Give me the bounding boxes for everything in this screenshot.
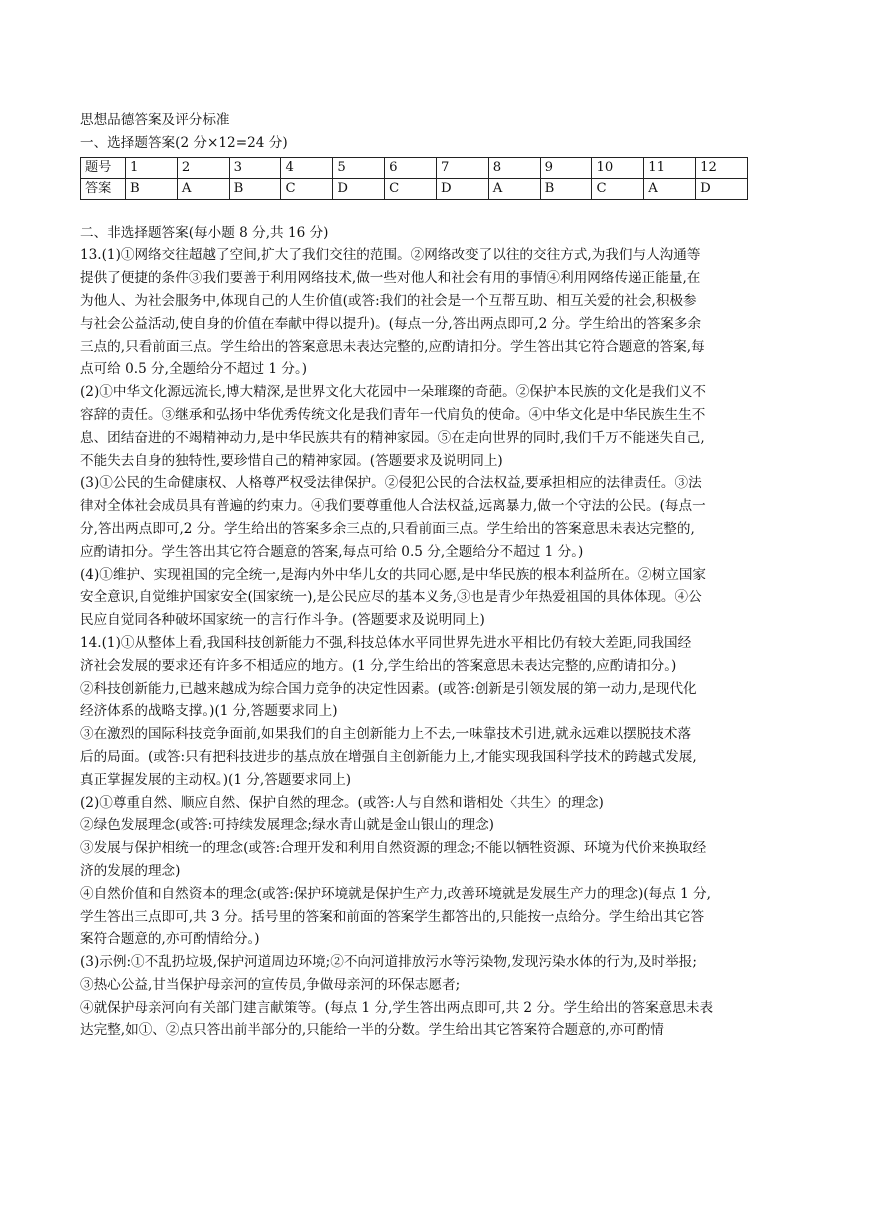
table-row-label: 答案 [81,178,126,199]
table-cell: C [281,178,333,199]
text-line: 后的局面。(或答:只有把科技进步的基点放在增强自主创新能力上,才能实现我国科学技术的跨越式发展, [80,748,697,765]
text-line: ③在激烈的国际科技竞争面前,如果我们的自主创新能力上不去,一味靠技术引进,就永远难以摆脱技术落 [80,726,692,743]
text-line: 律对全体社会成员具有普遍的约束力。④我们要尊重他人合法权益,远离暴力,做一个守法的公民。(每点一 [80,498,706,515]
table-cell: B [126,178,178,199]
table-cell: C [385,178,437,199]
table-cell: 11 [644,157,696,178]
table-cell: 3 [229,157,281,178]
text-line: 经济体系的战略支撑。)(1 分,答题要求同上) [80,703,338,720]
text-line: 点可给 0.5 分,全题给分不超过 1 分。) [80,361,308,378]
text-line: 三点的,只看前面三点。学生给出的答案意思未表达完整的,应酌请扣分。学生答出其它符合题意的答案,每 [80,338,705,355]
text-line: 息、团结奋进的不竭精神动力,是中华民族共有的精神家园。⑤在走向世界的同时,我们千万不能迷失自己, [80,429,705,446]
document-title: 思想品德答案及评分标准 [80,112,230,128]
text-line: (2)①尊重自然、顺应自然、保护自然的理念。(或答:人与自然和谐相处〈共生〉的理念) [80,794,604,811]
table-row-answers [81,178,748,199]
table-cell: 4 [281,157,333,178]
text-line: 容辞的责任。③继承和弘扬中华优秀传统文化是我们青年一代肩负的使命。④中华文化是中华民族生生不 [80,406,706,423]
table-cell: A [177,178,229,199]
text-line: (3)①公民的生命健康权、人格尊严权受法律保护。②侵犯公民的合法权益,要承担相应的法律责任。③法 [80,475,702,492]
table-cell: 5 [333,157,385,178]
table-cell: 1 [126,157,178,178]
text-line: ③发展与保护相统一的理念(或答:合理开发和利用自然资源的理念;不能以牺牲资源、环境为代价来换取经 [80,840,707,857]
table-cell: D [696,178,748,199]
table-cell: B [540,178,592,199]
text-line: ④自然价值和自然资本的理念(或答:保护环境就是保护生产力,改善环境就是发展生产力的理念)(每点 1 分, [80,885,711,902]
table-row-label: 题号 [81,157,126,178]
table-cell: D [436,178,488,199]
section-heading-choice: 一、选择题答案(2 分×12=24 分) [80,134,288,151]
table-cell: 7 [436,157,488,178]
table-cell: A [644,178,696,199]
text-line: (2)①中华文化源远流长,博大精深,是世界文化大花园中一朵璀璨的奇葩。②保护本民族的文化是我们义不 [80,384,707,401]
text-line: ②科技创新能力,已越来越成为综合国力竞争的决定性因素。(或答:创新是引领发展的第一动力,是现代化 [80,680,697,697]
table-cell: 9 [540,157,592,178]
text-line: 学生答出三点即可,共 3 分。括号里的答案和前面的答案学生都答出的,只能按一点给分。学生给出其它答 [80,908,705,925]
answer-body [80,244,794,1042]
section-heading-nonchoice: 二、非选择题答案(每小题 8 分,共 16 分) [80,224,329,241]
text-line: ③热心公益,甘当保护母亲河的宣传员,争做母亲河的环保志愿者; [80,976,461,993]
text-line: 提供了便捷的条件③我们要善于利用网络技术,做一些对他人和社会有用的事情④利用网络传递正能量,在 [80,270,701,287]
text-line: ④就保护母亲河向有关部门建言献策等。(每点 1 分,学生答出两点即可,共 2 分。学生给出的答案意思未表 [80,999,714,1016]
table-cell: 8 [488,157,540,178]
text-line: 不能失去自身的独特性,要珍惜自己的精神家园。(答题要求及说明同上) [80,452,503,469]
text-line: (3)示例:①不乱扔垃圾,保护河道周边环境;②不向河道排放污水等污染物,发现污染水体的行为,及时举报; [80,954,697,971]
table-cell: A [488,178,540,199]
table-cell: 2 [177,157,229,178]
text-line: 济的发展的理念) [80,862,181,879]
table-cell: 6 [385,157,437,178]
text-line: 达完整,如①、②点只答出前半部分的,只能给一半的分数。学生给出其它答案符合题意的,亦可酌情 [80,1022,664,1039]
table-cell: B [229,178,281,199]
table-cell: 12 [696,157,748,178]
text-line: 14.(1)①从整体上看,我国科技创新能力不强,科技总体水平同世界先进水平相比仍有较大差距,同我国经 [80,634,692,651]
text-line: 为他人、为社会服务中,体现自己的人生价值(或答:我们的社会是一个互帮互助、相互关爱的社会,积极参 [80,292,697,309]
table-cell: C [592,178,644,199]
table-row-question-numbers [81,157,748,178]
answer-table [80,157,748,200]
text-line: ②绿色发展理念(或答:可持续发展理念;绿水青山就是金山银山的理念) [80,817,494,834]
text-line: 应酌请扣分。学生答出其它符合题意的答案,每点可给 0.5 分,全题给分不超过 1 分。) [80,543,584,560]
text-line: 与社会公益活动,使自身的价值在奉献中得以提升)。(每点一分,答出两点即可,2 分。学生给出的答案多余 [80,315,702,332]
text-line: 民应自觉同各种破坏国家统一的言行作斗争。(答题要求及说明同上) [80,612,485,629]
answer-document [80,109,794,1042]
text-line: 案符合题意的,亦可酌情给分。) [80,931,260,948]
text-line: 分,答出两点即可,2 分。学生给出的答案多余三点的,只看前面三点。学生给出的答案意思未表达完整的, [80,520,695,537]
text-line: 13.(1)①网络交往超越了空间,扩大了我们交往的范围。②网络改变了以往的交往方式,为我们与人沟通等 [80,247,701,264]
text-line: 济社会发展的要求还有许多不相适应的地方。(1 分,学生给出的答案意思未表达完整的,应酌请扣分。) [80,657,677,674]
text-line: 真正掌握发展的主动权。)(1 分,答题要求同上) [80,771,352,788]
table-cell: 10 [592,157,644,178]
text-line: (4)①维护、实现祖国的完全统一,是海内外中华儿女的共同心愿,是中华民族的根本利益所在。②树立国家 [80,566,707,583]
table-cell: D [333,178,385,199]
text-line: 安全意识,自觉维护国家安全(国家统一),是公民应尽的基本义务,③也是青少年热爱祖国的具体体现。④公 [80,589,702,606]
